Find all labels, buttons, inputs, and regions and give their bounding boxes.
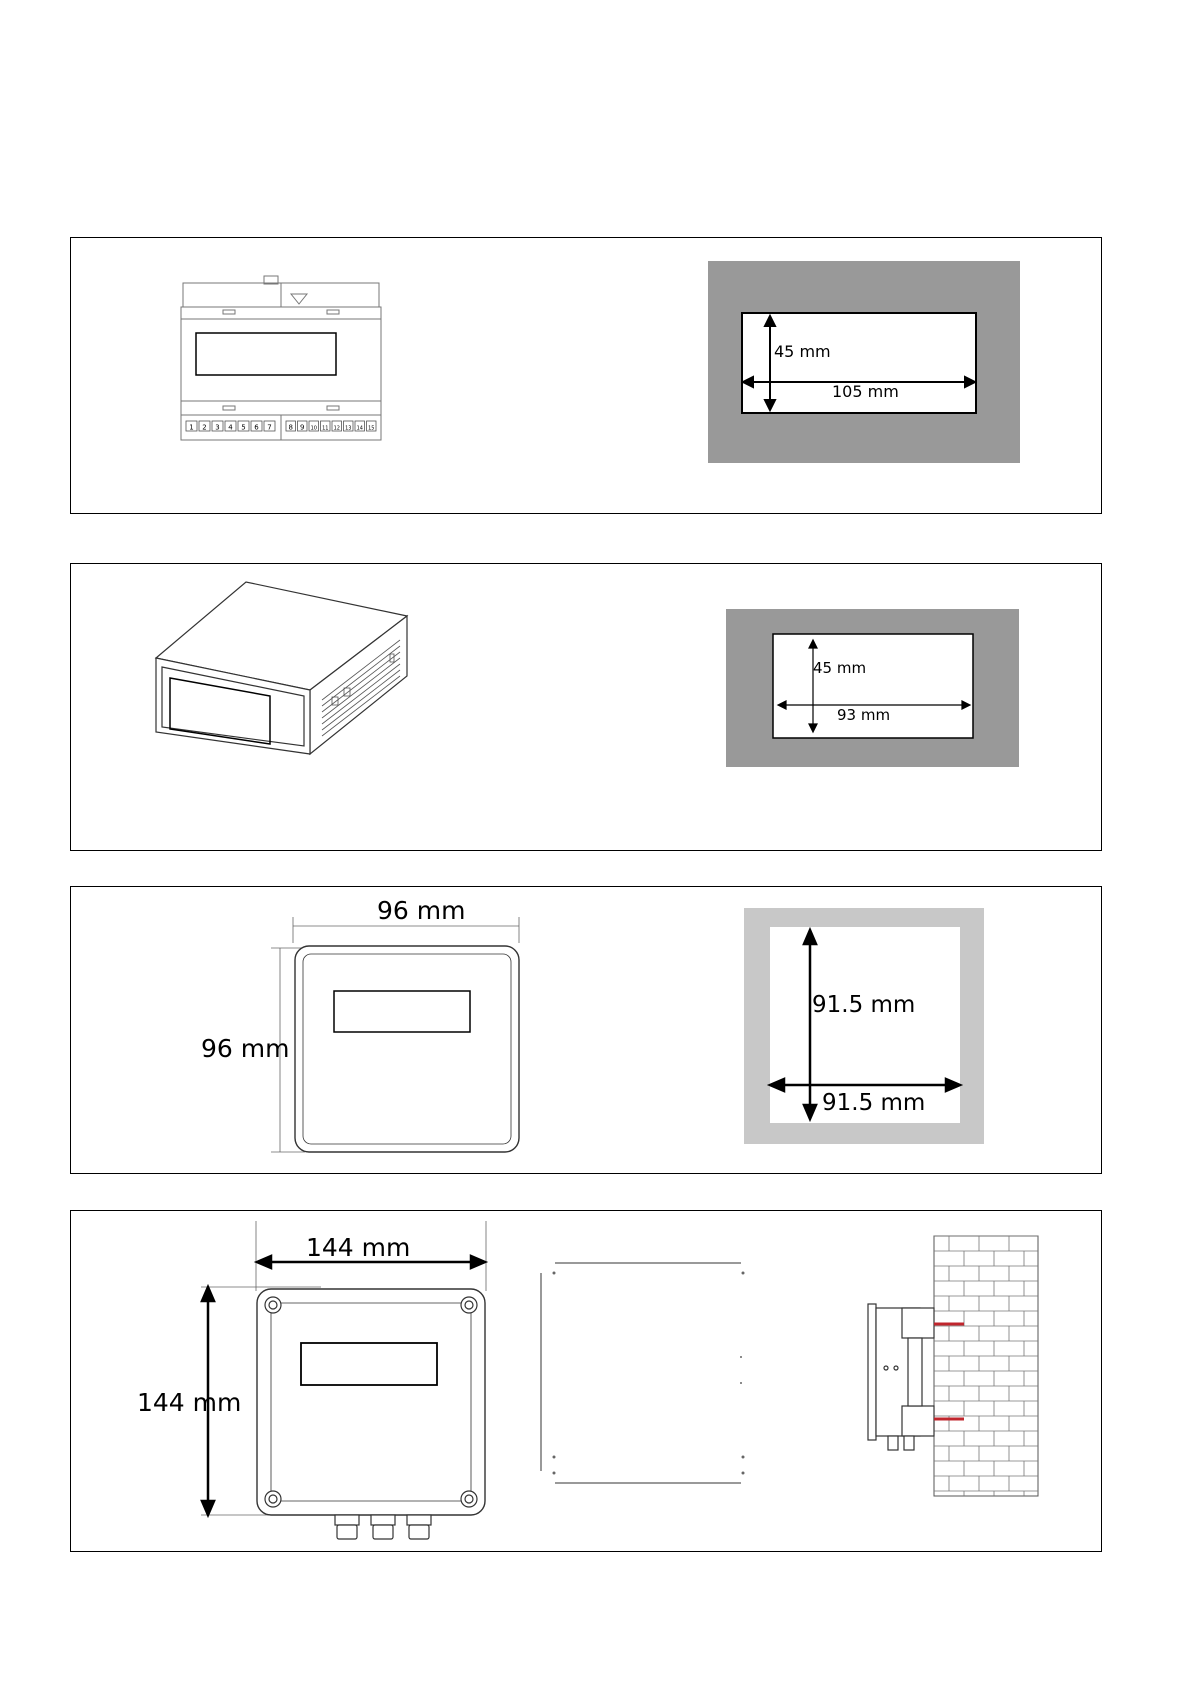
- panel-mounting-96-panel: [70, 886, 1102, 1174]
- cutout-width-label: 93 mm: [837, 706, 891, 724]
- cable-glands: [335, 1515, 431, 1539]
- panel-mounting-small-panel: [70, 563, 1102, 851]
- cutout-width-label: 91.5 mm: [822, 1090, 926, 1116]
- din-cutout-drawing: [708, 261, 1020, 463]
- terminal-number: 3: [215, 423, 220, 432]
- device-height-label: 96 mm: [201, 1034, 290, 1063]
- enclosure-height-label: 144 mm: [137, 1388, 242, 1417]
- mounting-template-drawing: [536, 1261, 766, 1491]
- cutout-height-label: 45 mm: [813, 659, 867, 677]
- device-96-drawing: [141, 891, 481, 1151]
- terminal-number: 11: [322, 425, 329, 432]
- wall-mounting-panel: [70, 1210, 1102, 1552]
- terminal-number: 5: [241, 423, 246, 432]
- cutout-width-label: 105 mm: [832, 382, 899, 401]
- din-display-window: [196, 333, 336, 375]
- terminal-number: 4: [228, 423, 233, 432]
- brick-wall: [934, 1236, 1038, 1496]
- terminal-number: 14: [356, 425, 363, 432]
- terminal-number: 12: [333, 425, 340, 432]
- terminal-number: 15: [368, 425, 375, 432]
- terminal-number: 1: [189, 423, 194, 432]
- wall-mount-side-view: [846, 1236, 1046, 1506]
- terminal-number: 2: [202, 423, 207, 432]
- din-rail-device-drawing: [181, 276, 391, 456]
- terminal-number: 6: [254, 423, 259, 432]
- terminal-number: 9: [300, 423, 305, 432]
- din-rail-mounting-panel: [70, 237, 1102, 514]
- enclosure-144-drawing: [101, 1221, 501, 1551]
- terminal-number: 13: [345, 425, 352, 432]
- terminal-number: 7: [267, 423, 272, 432]
- cutout-height-label: 45 mm: [774, 342, 831, 361]
- terminal-block-left: [186, 421, 275, 432]
- terminal-block-right: [286, 421, 376, 432]
- panel-mount-device-drawing: [156, 582, 416, 772]
- cutout-96-drawing: [744, 908, 984, 1144]
- terminal-number: 10: [310, 425, 317, 432]
- terminal-number: 8: [288, 423, 293, 432]
- cutout-height-label: 91.5 mm: [812, 992, 916, 1018]
- enclosure-side-profile: [868, 1304, 934, 1450]
- small-cutout-drawing: [726, 609, 1019, 767]
- enclosure-width-label: 144 mm: [306, 1233, 411, 1262]
- device-width-label: 96 mm: [377, 896, 466, 925]
